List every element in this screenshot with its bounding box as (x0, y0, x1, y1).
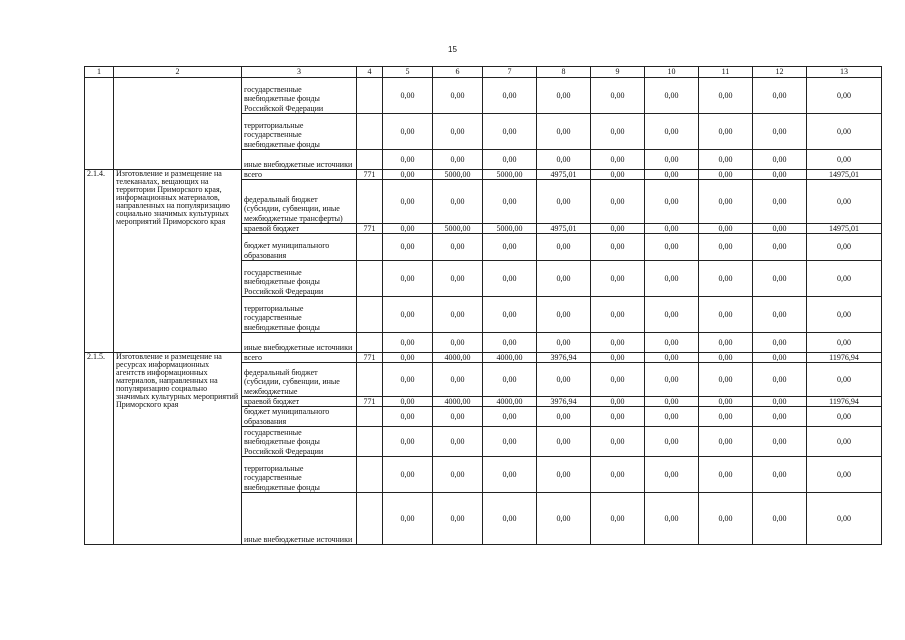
amount-cell: 0,00 (645, 427, 699, 457)
amount-cell: 0,00 (807, 150, 882, 170)
amount-cell: 4975,01 (537, 170, 591, 180)
amount-cell: 3976,94 (537, 353, 591, 363)
amount-cell: 0,00 (699, 297, 753, 333)
amount-cell: 0,00 (537, 297, 591, 333)
amount-cell: 14975,01 (807, 224, 882, 234)
amount-cell: 0,00 (483, 180, 537, 224)
amount-cell: 0,00 (753, 427, 807, 457)
amount-cell: 0,00 (699, 333, 753, 353)
amount-cell: 0,00 (591, 493, 645, 545)
gr-code (357, 363, 383, 397)
amount-cell: 0,00 (433, 493, 483, 545)
amount-cell: 0,00 (807, 180, 882, 224)
amount-cell: 0,00 (753, 397, 807, 407)
amount-cell: 0,00 (383, 353, 433, 363)
funding-source: территориальные государственные внебюджетные фонды (242, 114, 357, 150)
amount-cell: 0,00 (537, 150, 591, 170)
amount-cell: 0,00 (537, 234, 591, 261)
amount-cell: 0,00 (591, 407, 645, 427)
amount-cell: 0,00 (591, 234, 645, 261)
gr-code: 771 (357, 224, 383, 234)
amount-cell: 0,00 (645, 407, 699, 427)
amount-cell: 0,00 (753, 353, 807, 363)
amount-cell: 0,00 (591, 297, 645, 333)
col-header: 2 (114, 67, 242, 78)
gr-code (357, 261, 383, 297)
amount-cell: 0,00 (753, 261, 807, 297)
item-number: 2.1.5. (85, 353, 114, 545)
amount-cell: 4000,00 (483, 353, 537, 363)
gr-code (357, 297, 383, 333)
amount-cell: 0,00 (645, 353, 699, 363)
amount-cell: 0,00 (433, 150, 483, 170)
amount-cell: 0,00 (645, 150, 699, 170)
amount-cell: 0,00 (699, 407, 753, 427)
col-header: 13 (807, 67, 882, 78)
funding-source: всего (242, 353, 357, 363)
amount-cell: 0,00 (537, 261, 591, 297)
amount-cell: 0,00 (591, 170, 645, 180)
amount-cell: 0,00 (383, 224, 433, 234)
amount-cell: 0,00 (433, 407, 483, 427)
col-header: 4 (357, 67, 383, 78)
amount-cell: 11976,94 (807, 397, 882, 407)
amount-cell: 0,00 (537, 493, 591, 545)
amount-cell: 0,00 (383, 234, 433, 261)
amount-cell: 0,00 (753, 363, 807, 397)
amount-cell: 0,00 (433, 78, 483, 114)
amount-cell: 0,00 (807, 407, 882, 427)
amount-cell: 0,00 (699, 78, 753, 114)
funding-source: государственные внебюджетные фонды Российской Федерации (242, 78, 357, 114)
amount-cell: 0,00 (807, 114, 882, 150)
amount-cell: 11976,94 (807, 353, 882, 363)
amount-cell: 5000,00 (483, 224, 537, 234)
amount-cell: 0,00 (645, 234, 699, 261)
funding-source: иные внебюджетные источники (242, 333, 357, 353)
amount-cell: 0,00 (383, 493, 433, 545)
amount-cell: 0,00 (383, 457, 433, 493)
amount-cell: 0,00 (645, 333, 699, 353)
amount-cell: 0,00 (433, 180, 483, 224)
amount-cell: 0,00 (753, 180, 807, 224)
item-number-cell (85, 78, 114, 170)
amount-cell: 0,00 (383, 180, 433, 224)
amount-cell: 0,00 (483, 363, 537, 397)
gr-code (357, 114, 383, 150)
header-row (85, 67, 882, 78)
amount-cell: 0,00 (753, 297, 807, 333)
funding-source: краевой бюджет (242, 224, 357, 234)
amount-cell: 0,00 (753, 333, 807, 353)
amount-cell: 0,00 (383, 427, 433, 457)
amount-cell: 0,00 (591, 427, 645, 457)
item-name: Изготовление и размещение на телеканалах, вещающих на территории Приморского края, информационных материалов, направленных на популяризацию социально значимых культурных мероприятий Приморского края (114, 170, 242, 353)
amount-cell: 0,00 (383, 397, 433, 407)
amount-cell: 0,00 (699, 363, 753, 397)
amount-cell: 0,00 (483, 407, 537, 427)
amount-cell: 0,00 (483, 114, 537, 150)
amount-cell: 0,00 (699, 170, 753, 180)
amount-cell: 0,00 (807, 457, 882, 493)
amount-cell: 0,00 (645, 493, 699, 545)
amount-cell: 0,00 (699, 150, 753, 170)
funding-source: иные внебюджетные источники (242, 493, 357, 545)
amount-cell: 0,00 (433, 457, 483, 493)
amount-cell: 0,00 (645, 457, 699, 493)
amount-cell: 0,00 (699, 224, 753, 234)
amount-cell: 0,00 (483, 150, 537, 170)
amount-cell: 0,00 (591, 78, 645, 114)
amount-cell: 0,00 (753, 170, 807, 180)
amount-cell: 0,00 (753, 493, 807, 545)
col-header: 7 (483, 67, 537, 78)
funding-source: территориальные государственные внебюджетные фонды (242, 297, 357, 333)
funding-source: бюджет муниципального образования (242, 407, 357, 427)
amount-cell: 0,00 (483, 427, 537, 457)
gr-code (357, 78, 383, 114)
amount-cell: 0,00 (645, 224, 699, 234)
amount-cell: 0,00 (753, 150, 807, 170)
amount-cell: 3976,94 (537, 397, 591, 407)
funding-source: государственные внебюджетные фонды Российской Федерации (242, 261, 357, 297)
amount-cell: 0,00 (699, 114, 753, 150)
amount-cell: 0,00 (807, 493, 882, 545)
amount-cell: 0,00 (433, 333, 483, 353)
gr-code (357, 180, 383, 224)
gr-code: 771 (357, 397, 383, 407)
funding-source: федеральный бюджет (субсидии, субвенции, иные межбюджетные (242, 363, 357, 397)
amount-cell: 0,00 (807, 261, 882, 297)
amount-cell: 5000,00 (433, 170, 483, 180)
amount-cell: 0,00 (383, 407, 433, 427)
page-number: 15 (448, 45, 457, 54)
amount-cell: 0,00 (699, 397, 753, 407)
amount-cell: 0,00 (699, 427, 753, 457)
amount-cell: 0,00 (591, 224, 645, 234)
gr-code (357, 427, 383, 457)
table-row (85, 353, 882, 363)
gr-code (357, 407, 383, 427)
amount-cell: 0,00 (383, 114, 433, 150)
amount-cell: 0,00 (483, 261, 537, 297)
amount-cell: 0,00 (433, 363, 483, 397)
amount-cell: 0,00 (645, 180, 699, 224)
item-name-cell (114, 78, 242, 170)
amount-cell: 0,00 (537, 180, 591, 224)
amount-cell: 0,00 (483, 78, 537, 114)
gr-code (357, 150, 383, 170)
amount-cell: 5000,00 (433, 224, 483, 234)
amount-cell: 0,00 (537, 333, 591, 353)
amount-cell: 0,00 (591, 180, 645, 224)
amount-cell: 0,00 (591, 397, 645, 407)
amount-cell: 0,00 (537, 363, 591, 397)
item-number: 2.1.4. (85, 170, 114, 353)
amount-cell: 0,00 (753, 224, 807, 234)
amount-cell: 0,00 (753, 114, 807, 150)
amount-cell: 0,00 (645, 397, 699, 407)
gr-code (357, 457, 383, 493)
amount-cell: 0,00 (645, 114, 699, 150)
amount-cell: 0,00 (383, 78, 433, 114)
amount-cell: 0,00 (483, 333, 537, 353)
amount-cell: 0,00 (433, 427, 483, 457)
amount-cell: 0,00 (591, 114, 645, 150)
amount-cell: 0,00 (433, 297, 483, 333)
amount-cell: 0,00 (383, 170, 433, 180)
amount-cell: 0,00 (807, 333, 882, 353)
amount-cell: 0,00 (537, 427, 591, 457)
amount-cell: 0,00 (699, 457, 753, 493)
amount-cell: 0,00 (537, 114, 591, 150)
amount-cell: 0,00 (433, 234, 483, 261)
amount-cell: 0,00 (591, 150, 645, 170)
amount-cell: 0,00 (753, 78, 807, 114)
amount-cell: 0,00 (807, 297, 882, 333)
amount-cell: 5000,00 (483, 170, 537, 180)
amount-cell: 0,00 (383, 297, 433, 333)
amount-cell: 0,00 (433, 261, 483, 297)
funding-source: всего (242, 170, 357, 180)
amount-cell: 0,00 (807, 427, 882, 457)
amount-cell: 0,00 (383, 261, 433, 297)
amount-cell: 0,00 (537, 78, 591, 114)
amount-cell: 0,00 (699, 234, 753, 261)
funding-source: федеральный бюджет (субсидии, субвенции, иные межбюджетные трансферты) (242, 180, 357, 224)
amount-cell: 0,00 (645, 170, 699, 180)
col-header: 1 (85, 67, 114, 78)
col-header: 9 (591, 67, 645, 78)
gr-code: 771 (357, 353, 383, 363)
funding-source: иные внебюджетные источники (242, 150, 357, 170)
amount-cell: 0,00 (753, 457, 807, 493)
table-row (85, 78, 882, 114)
col-header: 8 (537, 67, 591, 78)
amount-cell: 0,00 (433, 114, 483, 150)
amount-cell: 0,00 (807, 234, 882, 261)
amount-cell: 0,00 (699, 261, 753, 297)
col-header: 11 (699, 67, 753, 78)
amount-cell: 4000,00 (433, 353, 483, 363)
amount-cell: 0,00 (483, 457, 537, 493)
amount-cell: 0,00 (645, 297, 699, 333)
amount-cell: 0,00 (753, 234, 807, 261)
gr-code (357, 234, 383, 261)
item-name: Изготовление и размещение на ресурсах информационных агентств информационных материалов, направленных на популяризацию социально значимых культурных мероприятий Приморского края (114, 353, 242, 545)
amount-cell: 0,00 (591, 353, 645, 363)
amount-cell: 0,00 (383, 150, 433, 170)
amount-cell: 0,00 (483, 297, 537, 333)
amount-cell: 0,00 (753, 407, 807, 427)
amount-cell: 0,00 (591, 363, 645, 397)
col-header: 12 (753, 67, 807, 78)
gr-code (357, 493, 383, 545)
amount-cell: 0,00 (591, 261, 645, 297)
funding-source: территориальные государственные внебюджетные фонды (242, 457, 357, 493)
amount-cell: 0,00 (807, 363, 882, 397)
budget-table (84, 66, 882, 545)
amount-cell: 0,00 (699, 493, 753, 545)
amount-cell: 0,00 (537, 457, 591, 493)
amount-cell: 0,00 (383, 333, 433, 353)
amount-cell: 4000,00 (483, 397, 537, 407)
amount-cell: 0,00 (591, 457, 645, 493)
funding-source: государственные внебюджетные фонды Российской Федерации (242, 427, 357, 457)
amount-cell: 0,00 (591, 333, 645, 353)
amount-cell: 0,00 (699, 353, 753, 363)
col-header: 5 (383, 67, 433, 78)
amount-cell: 4975,01 (537, 224, 591, 234)
amount-cell: 0,00 (537, 407, 591, 427)
col-header: 3 (242, 67, 357, 78)
amount-cell: 0,00 (645, 78, 699, 114)
gr-code (357, 333, 383, 353)
col-header: 6 (433, 67, 483, 78)
gr-code: 771 (357, 170, 383, 180)
amount-cell: 14975,01 (807, 170, 882, 180)
amount-cell: 0,00 (483, 493, 537, 545)
amount-cell: 4000,00 (433, 397, 483, 407)
amount-cell: 0,00 (807, 78, 882, 114)
col-header: 10 (645, 67, 699, 78)
amount-cell: 0,00 (645, 261, 699, 297)
amount-cell: 0,00 (645, 363, 699, 397)
funding-source: краевой бюджет (242, 397, 357, 407)
table-row (85, 170, 882, 180)
funding-source: бюджет муниципального образования (242, 234, 357, 261)
amount-cell: 0,00 (483, 234, 537, 261)
amount-cell: 0,00 (383, 363, 433, 397)
amount-cell: 0,00 (699, 180, 753, 224)
